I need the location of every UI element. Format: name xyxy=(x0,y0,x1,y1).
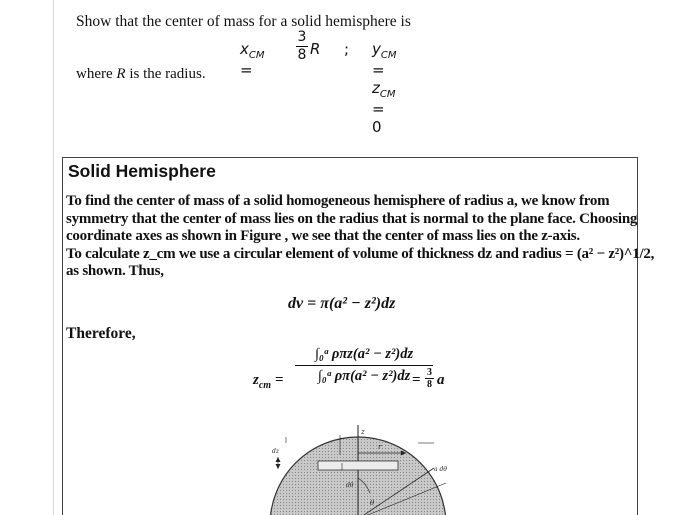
radius-symbol: R xyxy=(310,40,321,58)
figure-label-z: z xyxy=(361,428,365,436)
paragraph-line: To calculate z_cm we use a circular element of volume of thickness dz and radius = (a² − z²)^1/2, xyxy=(66,245,655,262)
integral-denominator: ∫₀ᵃ ρπ(a² − z²)dz xyxy=(317,368,411,384)
paragraph-line: coordinate axes as shown in Figure , we see that the center of mass lies on the z-axis. xyxy=(66,228,580,244)
dv-equation: dv = π(a² − z²)dz xyxy=(288,295,396,312)
figure-label-theta: θ xyxy=(370,499,375,507)
figure-label-dtheta: dθ xyxy=(346,482,354,489)
result-equals: = xyxy=(412,372,421,388)
solution-title: Solid Hemisphere xyxy=(68,161,216,181)
paragraph-line: symmetry that the center of mass lies on the radius that is normal to the plane face. Choosing xyxy=(66,210,638,227)
figure-label-dz: dz xyxy=(272,448,280,455)
figure-label-r: r xyxy=(378,443,382,451)
solution-paragraph xyxy=(66,193,655,281)
result-fraction: 3 8 xyxy=(427,367,432,390)
solution-panel xyxy=(62,157,655,515)
page-margin-rule xyxy=(53,0,54,515)
integral-numerator: ∫₀ᵃ ρπz(a² − z²)dz xyxy=(314,346,414,362)
therefore-label: Therefore, xyxy=(66,325,136,342)
x-cm-term: $x_{CM}$ = xyxy=(240,40,265,79)
paragraph-line: as shown. Thus, xyxy=(66,263,164,279)
y-z-cm-term: $y_{CM} = z_{CM} = 0$ xyxy=(372,40,397,136)
paragraph-line: To find the center of mass of a solid homogeneous hemisphere of radius a, we know from xyxy=(66,193,610,209)
where-radius-note: where R is the radius. xyxy=(76,66,206,82)
result-variable: a xyxy=(437,372,445,388)
three-eighths-fraction: 3 8 xyxy=(297,29,307,63)
disk-element xyxy=(318,461,398,470)
formula-separator: ; xyxy=(344,40,350,58)
zcm-lhs: $z_{cm}$ = xyxy=(253,372,284,391)
hemisphere-figure xyxy=(258,423,458,515)
question-statement: Show that the center of mass for a solid hemisphere is xyxy=(76,13,411,30)
figure-label-adtheta: a dθ xyxy=(434,466,447,473)
